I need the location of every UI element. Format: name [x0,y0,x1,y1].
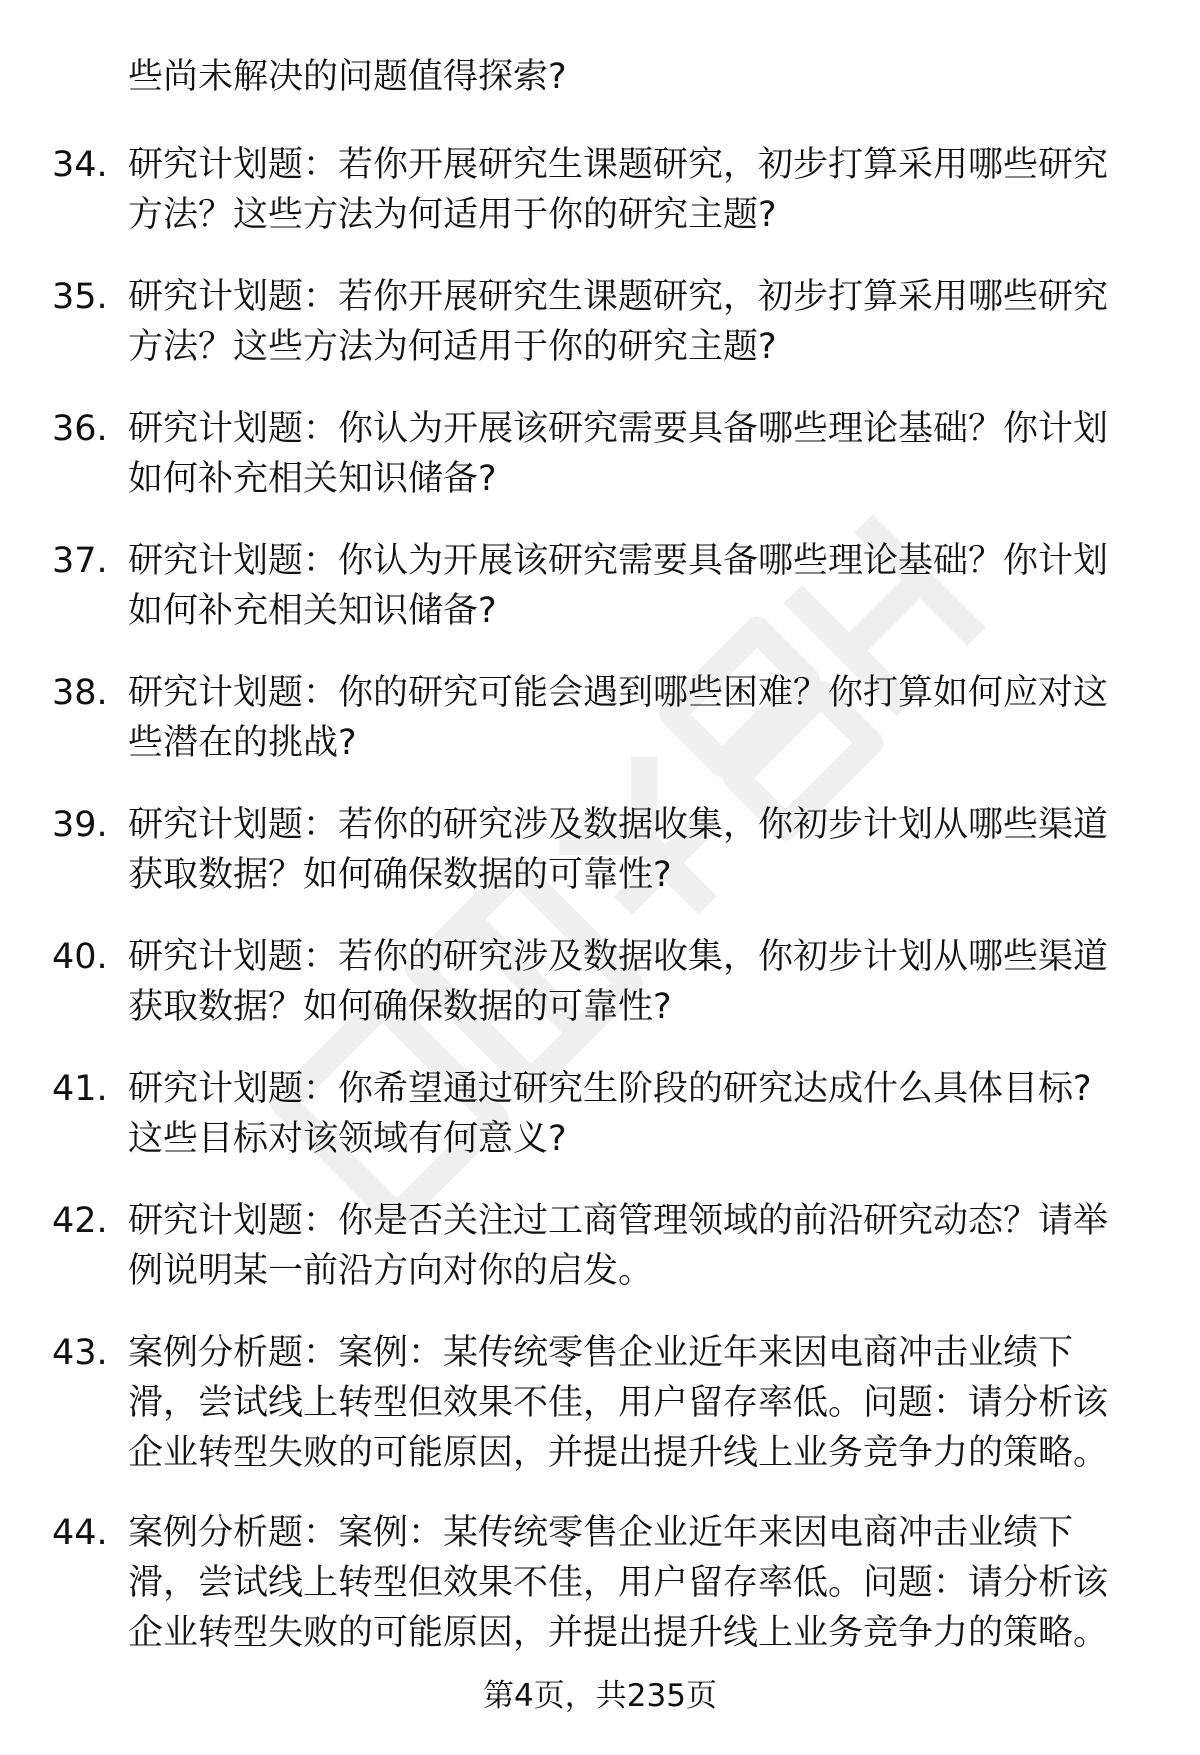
question-text [128,1064,1138,1164]
question-line: 研究计划题：你的研究可能会遇到哪些困难？你打算如何应对这 [128,673,1109,713]
question-number: 43. [52,1333,108,1373]
question-item [0,404,1200,499]
question-line: 些潜在的挑战? [128,723,357,763]
question-item [0,1508,1200,1653]
question-line: 滑，尝试线上转型但效果不佳，用户留存率低。问题：请分析该 [128,1563,1109,1603]
question-line: 企业转型失败的可能原因，并提出提升线上业务竞争力的策略。 [128,1613,1109,1653]
question-text [128,932,1138,1032]
question-text [128,1196,1138,1296]
question-item [0,1064,1200,1159]
question-line: 研究计划题：你认为开展该研究需要具备哪些理论基础？你计划 [128,541,1109,581]
question-line: 案例分析题：案例：某传统零售企业近年来因电商冲击业绩下 [128,1333,1074,1373]
question-line: 方法？这些方法为何适用于你的研究主题? [128,195,777,235]
question-number: 35. [52,277,108,317]
question-line: 研究计划题：若你开展研究生课题研究，初步打算采用哪些研究 [128,145,1109,185]
question-number: 44. [52,1513,108,1553]
question-line: 研究计划题：你是否关注过工商管理领域的前沿研究动态？请举 [128,1201,1109,1241]
question-line: 研究计划题：若你的研究涉及数据收集，你初步计划从哪些渠道 [128,937,1109,977]
question-line: 例说明某一前沿方向对你的启发。 [128,1251,654,1291]
question-item [0,140,1200,235]
question-line: 方法？这些方法为何适用于你的研究主题? [128,327,777,367]
question-number: 37. [52,541,108,581]
question-number: 36. [52,409,108,449]
question-item [0,668,1200,763]
question-number: 39. [52,805,108,845]
question-line: 这些目标对该领域有何意义? [128,1119,567,1159]
question-item [0,536,1200,631]
question-text [128,1328,1138,1478]
question-number: 42. [52,1201,108,1241]
question-line: 如何补充相关知识储备? [128,591,497,631]
question-text [128,404,1138,504]
question-text [128,272,1138,372]
question-line: 如何补充相关知识储备? [128,459,497,499]
question-line: 滑，尝试线上转型但效果不佳，用户留存率低。问题：请分析该 [128,1383,1109,1423]
question-item [0,272,1200,367]
question-line: 研究计划题：你希望通过研究生阶段的研究达成什么具体目标? [128,1069,1092,1109]
question-text [128,668,1138,768]
question-item [0,932,1200,1027]
question-line: 案例分析题：案例：某传统零售企业近年来因电商冲击业绩下 [128,1513,1074,1553]
question-list [0,140,1200,1688]
question-line: 研究计划题：你认为开展该研究需要具备哪些理论基础？你计划 [128,409,1109,449]
question-text [128,1508,1138,1658]
question-line: 获取数据？如何确保数据的可靠性? [128,855,672,895]
question-line: 企业转型失败的可能原因，并提出提升线上业务竞争力的策略。 [128,1433,1109,1473]
question-text [128,140,1138,240]
question-text [128,536,1138,636]
question-text [128,800,1138,900]
question-item [0,1196,1200,1291]
question-item [0,800,1200,895]
question-number: 40. [52,937,108,977]
question-item [0,1328,1200,1473]
question-line: 获取数据？如何确保数据的可靠性? [128,987,672,1027]
question-number: 38. [52,673,108,713]
continuation-line: 些尚未解决的问题值得探索? [128,57,567,97]
question-number: 41. [52,1069,108,1109]
question-line: 研究计划题：若你开展研究生课题研究，初步打算采用哪些研究 [128,277,1109,317]
page-footer: 第4页，共235页 [483,1678,717,1714]
question-line: 研究计划题：若你的研究涉及数据收集，你初步计划从哪些渠道 [128,805,1109,845]
question-number: 34. [52,145,108,185]
